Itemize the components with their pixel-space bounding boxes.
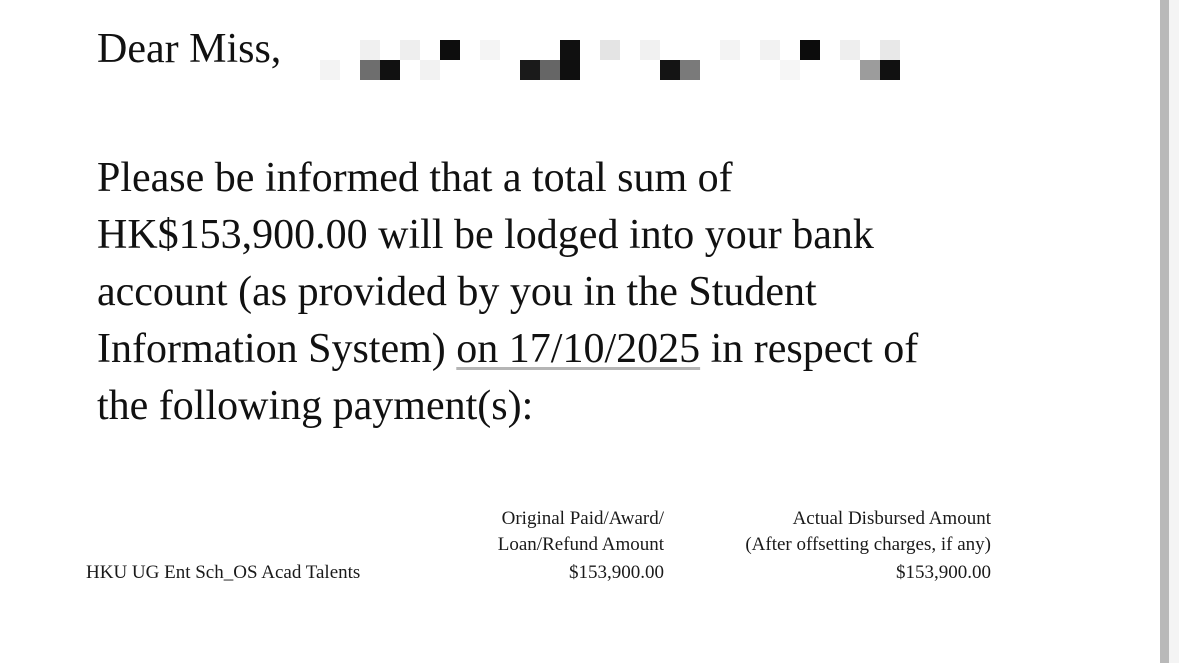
paragraph-fragment: Information System) bbox=[97, 326, 457, 372]
column-header-actual-amount bbox=[690, 506, 991, 558]
column-header-line: Actual Disbursed Amount bbox=[792, 508, 991, 529]
actual-amount-value: $153,900.00 bbox=[896, 562, 991, 583]
paragraph-line: HK$153,900.00 will be lodged into your bank bbox=[97, 212, 874, 258]
payment-notice-paragraph bbox=[97, 150, 1077, 435]
column-header-line: (After offsetting charges, if any) bbox=[745, 534, 991, 555]
paragraph-fragment: in respect of bbox=[700, 326, 919, 372]
paragraph-line: the following payment(s): bbox=[97, 383, 534, 429]
redacted-name bbox=[300, 38, 904, 82]
paragraph-line: account (as provided by you in the Student bbox=[97, 269, 817, 315]
salutation: Dear Miss, bbox=[97, 26, 282, 72]
scrollbar-track bbox=[1169, 0, 1179, 663]
paragraph-line bbox=[97, 321, 1077, 378]
scrollbar[interactable] bbox=[1160, 0, 1169, 663]
column-header-line: Original Paid/Award/ bbox=[501, 508, 664, 529]
payment-item-name: HKU UG Ent Sch_OS Acad Talents bbox=[86, 562, 361, 583]
paragraph-line: Please be informed that a total sum of bbox=[97, 155, 733, 201]
disbursement-date: on 17/10/2025 bbox=[456, 326, 701, 372]
column-header-line: Loan/Refund Amount bbox=[497, 534, 664, 555]
column-header-original-amount bbox=[440, 506, 664, 558]
original-amount-value: $153,900.00 bbox=[569, 562, 664, 583]
